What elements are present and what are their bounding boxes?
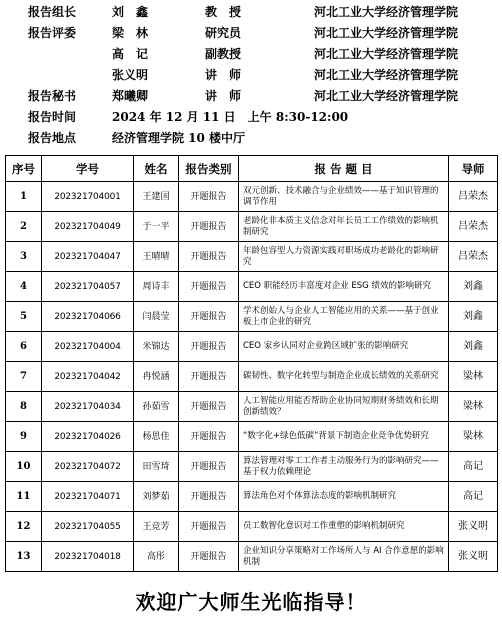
table-row [6,542,498,572]
table-row [6,302,498,332]
report-type: 开题报告 [179,272,239,302]
row-number: 13 [6,542,42,572]
column-header: 报告类别 [179,156,239,182]
student-name: 刘梦茹 [134,482,179,512]
reviewer-row [0,43,502,65]
reviewer-org: 河北工业大学经济管理学院 [314,26,459,40]
row-number: 1 [6,182,42,212]
time-label: 报告时间 [28,110,77,124]
row-number: 10 [6,452,42,482]
table-row [6,212,498,242]
secretary-row [0,85,502,107]
secretary-org: 河北工业大学经济管理学院 [314,89,459,103]
schedule-table [5,155,498,572]
column-header: 序号 [6,156,42,182]
table-row [6,512,498,542]
student-id: 202321704004 [42,332,134,362]
reviewer-name: 张义明 [112,68,149,82]
report-topic: 企业知识分享策略对工作场所人与 AI 合作意愿的影响机制 [239,542,449,572]
report-topic: 员工数智化意识对工作重塑的影响机制研究 [239,512,449,542]
advisor-name: 吕荣杰 [449,182,498,212]
student-name: 王建国 [134,182,179,212]
column-header: 学号 [42,156,134,182]
report-type: 开题报告 [179,452,239,482]
time-value: 2024 年 12 月 11 日 上午 8:30-12:00 [112,110,349,124]
reviewer-org: 河北工业大学经济管理学院 [314,68,459,82]
table-body [6,182,498,572]
table-row [6,242,498,272]
student-name: 王晴晴 [134,242,179,272]
advisor-name: 梁林 [449,422,498,452]
location-row [0,127,502,149]
report-type: 开题报告 [179,302,239,332]
advisor-name: 高记 [449,482,498,512]
student-name: 米锦达 [134,332,179,362]
time-row [0,106,502,128]
row-number: 9 [6,422,42,452]
row-number: 3 [6,242,42,272]
row-number: 12 [6,512,42,542]
leader-name: 刘 鑫 [112,5,149,19]
reviewer-title: 研究员 [205,26,242,40]
reviewer-name: 高 记 [112,47,149,61]
report-type: 开题报告 [179,212,239,242]
report-type: 开题报告 [179,182,239,212]
reviewer-title: 副教授 [205,47,242,61]
leader-org: 河北工业大学经济管理学院 [314,5,459,19]
student-id: 202321704071 [42,482,134,512]
advisor-name: 高记 [449,452,498,482]
column-header: 导师 [449,156,498,182]
student-name: 冉悦涵 [134,362,179,392]
table-row [6,392,498,422]
row-number: 6 [6,332,42,362]
table-row [6,182,498,212]
reviewers-label: 报告评委 [28,26,77,40]
report-topic: 年龄包容型人力资源实践对职场成功老龄化的影响研究 [239,242,449,272]
table-row [6,452,498,482]
table-row [6,332,498,362]
table-row [6,362,498,392]
reviewer-name: 梁 林 [112,26,149,40]
table-row [6,272,498,302]
student-name: 孙茹雪 [134,392,179,422]
leader-row [0,1,502,23]
advisor-name: 张义明 [449,512,498,542]
report-topic: 算法角色对个体算法态度的影响机制研究 [239,482,449,512]
row-number: 2 [6,212,42,242]
location-value: 经济管理学院 10 楼中厅 [112,131,246,145]
student-name: 高彤 [134,542,179,572]
row-number: 11 [6,482,42,512]
report-type: 开题报告 [179,332,239,362]
report-topic: 双元创新、技术融合与企业绩效——基于知识管理的调节作用 [239,182,449,212]
student-id: 202321704034 [42,392,134,422]
row-number: 7 [6,362,42,392]
row-number: 4 [6,272,42,302]
report-topic: 人工智能应用能否帮助企业协同短期财务绩效和长期创新绩效？ [239,392,449,422]
table-row [6,482,498,512]
advisor-name: 张义明 [449,542,498,572]
table-row [6,422,498,452]
report-topic: 老龄化非本质主义信念对年长员工工作绩效的影响机制研究 [239,212,449,242]
student-id: 202321704001 [42,182,134,212]
leader-label: 报告组长 [28,5,77,19]
advisor-name: 吕荣杰 [449,242,498,272]
secretary-title: 讲 师 [205,89,242,103]
report-topic: CEO 职能经历丰富度对企业 ESG 绩效的影响研究 [239,272,449,302]
student-name: 田雪琦 [134,452,179,482]
table-header-row [6,156,498,182]
advisor-name: 梁林 [449,392,498,422]
report-topic: CEO 家乡认同对企业跨区域扩张的影响研究 [239,332,449,362]
report-topic: “数字化+绿色低碳”背景下制造企业竞争优势研究 [239,422,449,452]
student-name: 于一平 [134,212,179,242]
report-topic: 算法管理对零工工作者主动服务行为的影响研究——基于权力依赖理论 [239,452,449,482]
student-name: 周诗丰 [134,272,179,302]
column-header: 报 告 题 目 [239,156,449,182]
row-number: 8 [6,392,42,422]
report-topic: 碳韧性、数字化转型与制造企业成长绩效的关系研究 [239,362,449,392]
report-type: 开题报告 [179,392,239,422]
student-id: 202321704072 [42,452,134,482]
report-topic: 学术创始人与企业人工智能应用的关系——基于创业板上市企业的研究 [239,302,449,332]
report-type: 开题报告 [179,482,239,512]
student-id: 202321704026 [42,422,134,452]
welcome-message: 欢迎广大师生光临指导！ [135,590,367,614]
secretary-label: 报告秘书 [28,89,77,103]
student-id: 202321704055 [42,512,134,542]
reviewer-title: 讲 师 [205,68,242,82]
student-name: 王竞芳 [134,512,179,542]
report-type: 开题报告 [179,362,239,392]
student-id: 202321704042 [42,362,134,392]
advisor-name: 梁林 [449,362,498,392]
advisor-name: 刘鑫 [449,332,498,362]
student-id: 202321704057 [42,272,134,302]
advisor-name: 吕荣杰 [449,212,498,242]
row-number: 5 [6,302,42,332]
reviewer-row [0,22,502,44]
student-name: 闫晨莹 [134,302,179,332]
report-type: 开题报告 [179,422,239,452]
student-id: 202321704066 [42,302,134,332]
student-name: 杨思佳 [134,422,179,452]
reviewer-org: 河北工业大学经济管理学院 [314,47,459,61]
reviewer-row [0,64,502,86]
secretary-name: 郑曦卿 [112,89,149,103]
report-type: 开题报告 [179,512,239,542]
report-type: 开题报告 [179,242,239,272]
column-header: 姓名 [134,156,179,182]
student-id: 202321704047 [42,242,134,272]
advisor-name: 刘鑫 [449,272,498,302]
report-type: 开题报告 [179,542,239,572]
leader-title: 教 授 [205,5,242,19]
student-id: 202321704018 [42,542,134,572]
advisor-name: 刘鑫 [449,302,498,332]
location-label: 报告地点 [28,131,77,145]
student-id: 202321704049 [42,212,134,242]
